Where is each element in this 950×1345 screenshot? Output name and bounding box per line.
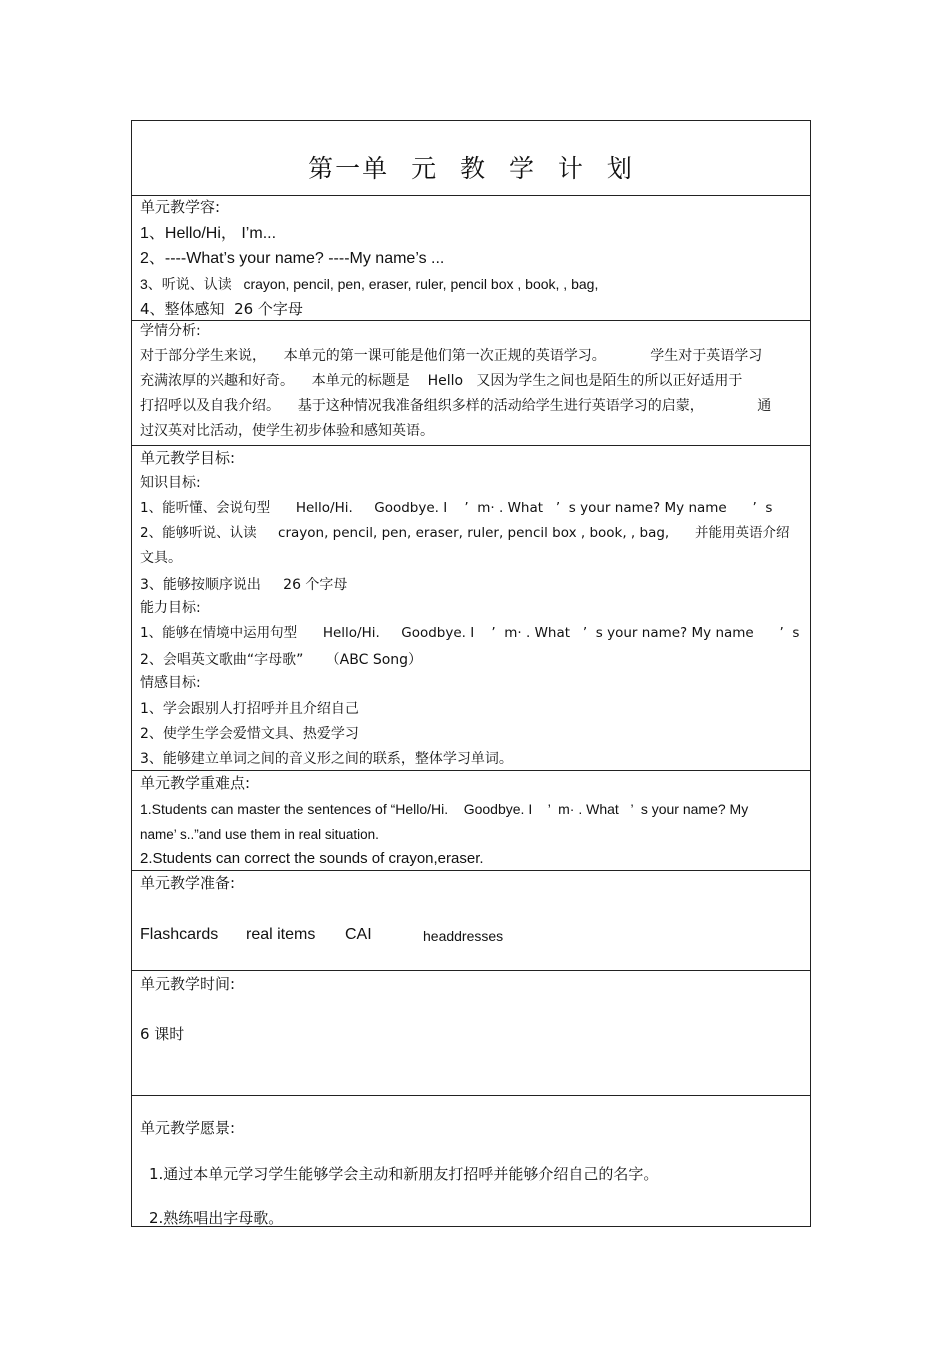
- knowledge-label: 知识目标:: [140, 475, 201, 491]
- emotion-item: 3、能够建立单词之间的音义形之间的联系，整体学习单词。: [140, 751, 513, 767]
- vision-item: 2.熟练唱出字母歌。: [149, 1209, 284, 1227]
- knowledge-item: 文具。: [140, 550, 182, 566]
- analysis-line: 打招呼以及自我介绍。 基于这种情况我准备组织多样的活动给学生进行英语学习的启蒙， 通: [140, 398, 772, 414]
- time-heading: 单元教学时间:: [140, 975, 236, 993]
- emotion-item: 1、学会跟别人打招呼并且介绍自己: [140, 701, 359, 717]
- content-cell: [132, 195, 810, 321]
- content-item: 2、----What’s your name? ----My name’s ...: [140, 250, 445, 267]
- keypoints-line: 1.Students can master the sentences of “Hello/Hi. Goodbye. I ’ m· . What ’ s your name? My: [140, 801, 749, 817]
- time-value: 6 课时: [140, 1025, 185, 1043]
- ability-item: 1、能够在情境中运用句型 Hello/Hi. Goodbye. I ’ m· . What ’ s your name? My name ’ s: [140, 625, 800, 641]
- preparation-cell: [132, 870, 810, 971]
- preparation-item: Flashcards: [140, 926, 219, 943]
- preparation-item: CAI: [345, 926, 372, 943]
- analysis-line: 过汉英对比活动，使学生初步体验和感知英语。: [140, 423, 434, 439]
- emotion-item: 2、使学生学会爱惜文具、热爱学习: [140, 726, 359, 742]
- knowledge-item: 2、能够听说、认读 crayon, pencil, pen, eraser, ruler, pencil box , book, , bag, 并能用英语介绍: [140, 525, 790, 541]
- emotion-label: 情感目标:: [140, 675, 201, 691]
- keypoints-heading: 单元教学重难点:: [140, 774, 251, 792]
- knowledge-item: 3、能够按顺序说出 26 个字母: [140, 577, 348, 593]
- keypoints-line: 2.Students can correct the sounds of crayon,eraser.: [140, 850, 484, 867]
- analysis-cell: [132, 320, 810, 446]
- content-item: 4、整体感知 26 个字母: [140, 300, 303, 318]
- content-item: 1、Hello/Hi， I’m...: [140, 225, 277, 242]
- analysis-line: 充满浓厚的兴趣和好奇。 本单元的标题是 Hello 又因为学生之间也是陌生的所以正好适用于: [140, 373, 743, 389]
- vision-item: 1.通过本单元学习学生能够学会主动和新朋友打招呼并能够介绍自己的名字。: [149, 1165, 659, 1183]
- vision-heading: 单元教学愿景:: [140, 1119, 236, 1137]
- analysis-heading: 学情分析:: [140, 323, 201, 339]
- content-heading: 单元教学容:: [140, 198, 221, 216]
- objectives-cell: [132, 445, 810, 771]
- keypoints-cell: [132, 770, 810, 871]
- ability-item: 2、会唱英文歌曲“字母歌” （ABC Song）: [140, 652, 423, 668]
- vision-cell: [132, 1095, 810, 1226]
- preparation-item: real items: [246, 926, 316, 943]
- title-cell: [132, 121, 810, 196]
- content-item: 3、听说、认读 crayon, pencil, pen, eraser, ruler, pencil box , book, , bag,: [140, 276, 599, 292]
- time-cell: [132, 970, 810, 1096]
- knowledge-item: 1、能听懂、会说句型 Hello/Hi. Goodbye. I ’ m· . What ’ s your name? My name ’ s: [140, 500, 773, 516]
- page-title: 第一单 元 教 学 计 划: [308, 154, 634, 183]
- preparation-heading: 单元教学准备:: [140, 874, 236, 892]
- unit-plan-table: [131, 120, 811, 1227]
- keypoints-line: name’ s..”and use them in real situation.: [140, 827, 379, 842]
- objectives-heading: 单元教学目标:: [140, 449, 236, 467]
- analysis-line: 对于部分学生来说， 本单元的第一课可能是他们第一次正规的英语学习。 学生对于英语学习: [140, 348, 763, 364]
- preparation-item: headdresses: [423, 928, 504, 944]
- ability-label: 能力目标:: [140, 600, 201, 616]
